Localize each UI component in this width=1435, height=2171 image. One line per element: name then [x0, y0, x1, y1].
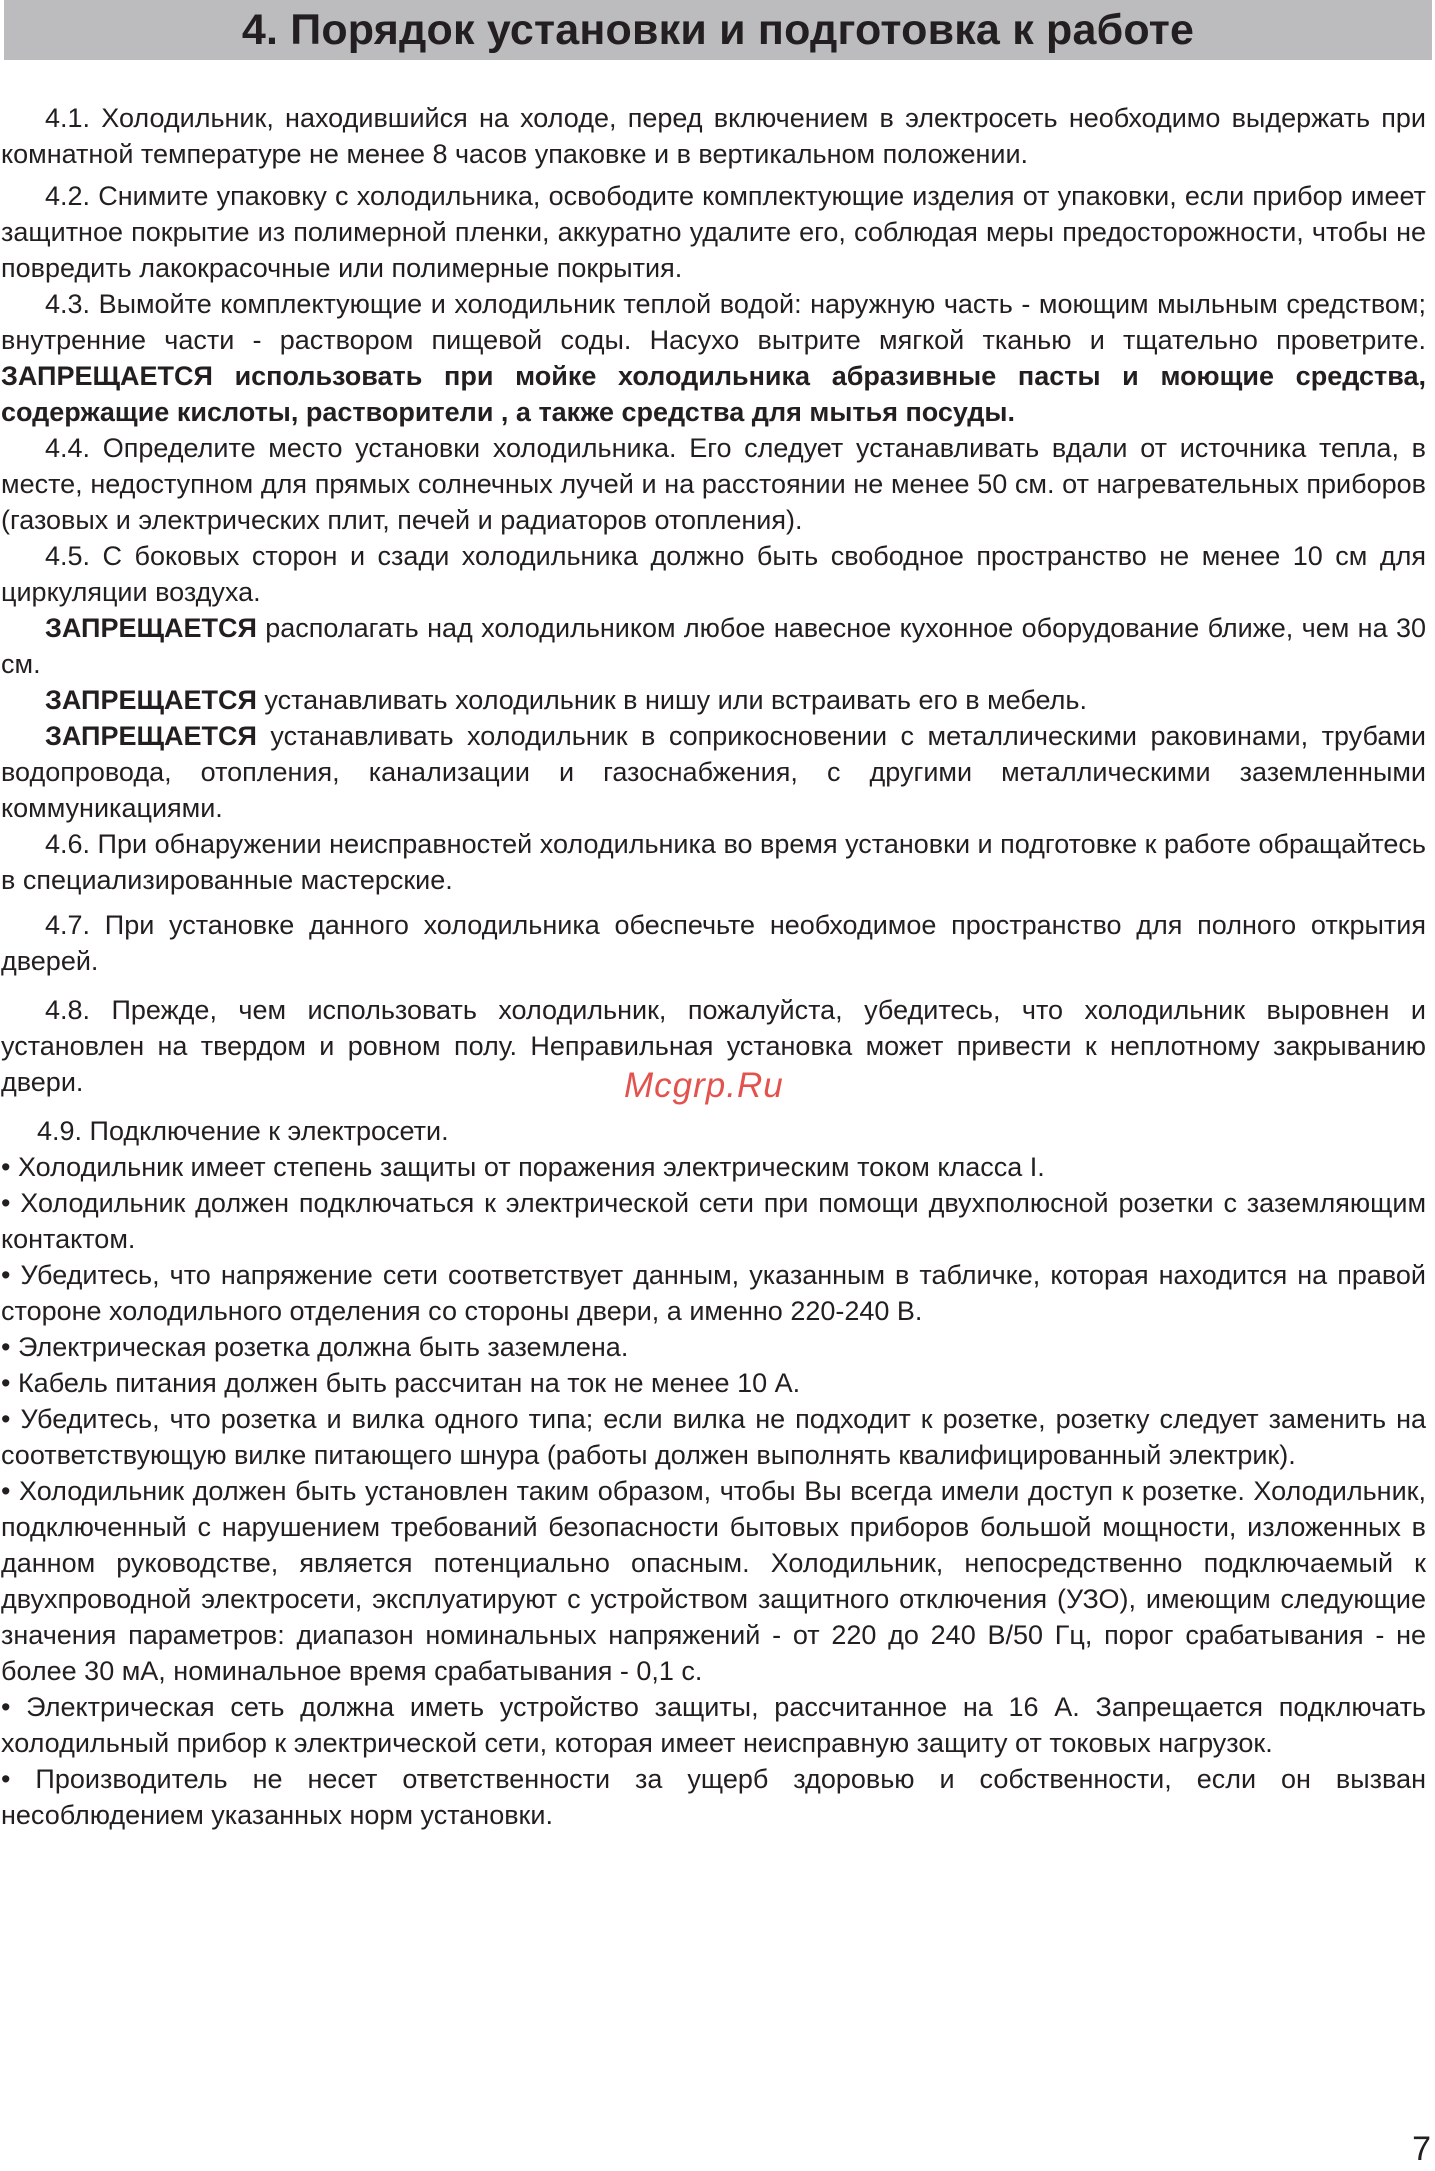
bullet-item: • Убедитесь, что напряжение сети соответствует данным, указанным в табличке, которая находится на правой стороне холодильного отделения со стороны двери, а именно 220-240 В. — [1, 1260, 1426, 1326]
bullet-item: • Холодильник имеет степень защиты от поражения электрическим током класса I. — [1, 1152, 1045, 1182]
paragraph-4-3-text: 4.3. Вымойте комплектующие и холодильник теплой водой: наружную часть - моющим мыльным средством; внутренние части - раствором пищевой соды. Насухо вытрите мягкой тканью и тщательно проветрите. — [1, 289, 1426, 355]
paragraph-4-2: 4.2. Снимите упаковку с холодильника, освободите комплектующие изделия от упаковки, если прибор имеет защитное покрытие из полимерной пленки, аккуратно удалите его, соблюдая меры предосторожности, чтобы не повредить лакокрасочные или полимерные покрытия. — [1, 181, 1426, 283]
section-title: 4. Порядок установки и подготовка к работе — [241, 5, 1195, 54]
section-title-bar — [4, 0, 1432, 60]
bullet-item: • Производитель не несет ответственности за ущерб здоровью и собственности, если он вызван несоблюдением указанных норм установки. — [1, 1764, 1426, 1830]
bullet-item: • Кабель питания должен быть рассчитан на ток не менее 10 А. — [1, 1368, 801, 1398]
forbid-word: ЗАПРЕЩАЕТСЯ — [45, 613, 257, 643]
paragraph-4-9: 4.9. Подключение к электросети. — [37, 1116, 449, 1146]
paragraph-4-8: 4.8. Прежде, чем использовать холодильник, пожалуйста, убедитесь, что холодильник выровнен и установлен на твердом и ровном полу. Неправильная установка может привести к неплотному закрыванию двери. — [1, 995, 1426, 1097]
forbid-item-3 — [1, 718, 1426, 826]
bullet-item: • Электрическая сеть должна иметь устройство защиты, рассчитанное на 16 А. Запрещается подключать холодильный прибор к электрической сети, которая имеет неисправную защиту от токовых нагрузок. — [1, 1692, 1426, 1758]
paragraph-4-5: 4.5. С боковых сторон и сзади холодильника должно быть свободное пространство не менее 10 см для циркуляции воздуха. — [1, 541, 1426, 607]
forbid-word: ЗАПРЕЩАЕТСЯ — [45, 721, 257, 751]
forbid-item-1 — [1, 610, 1426, 682]
watermark: Mcgrp.Ru — [624, 1066, 784, 1105]
bullet-item: • Холодильник должен подключаться к электрической сети при помощи двухполюсной розетки с заземляющим контактом. — [1, 1188, 1426, 1254]
paragraph-4-6: 4.6. При обнаружении неисправностей холодильника во время установки и подготовке к работе обращайтесь в специализированные мастерские. — [1, 829, 1426, 895]
paragraph-4-4: 4.4. Определите место установки холодильника. Его следует устанавливать вдали от источника тепла, в месте, недоступном для прямых солнечных лучей и на расстоянии не менее 50 см. от нагревательных приборов (газовых и электрических плит, печей и радиаторов отопления). — [1, 433, 1426, 535]
forbid-word: ЗАПРЕЩАЕТСЯ — [45, 685, 257, 715]
bullet-item: • Убедитесь, что розетка и вилка одного типа; если вилка не подходит к розетке, розетку следует заменить на соответствующую вилке питающего шнура (работы должен выполнять квалифицированный электрик). — [1, 1404, 1426, 1470]
bullet-item: • Холодильник должен быть установлен таким образом, чтобы Вы всегда имели доступ к розетке. Холодильник, подключенный с нарушением требований безопасности бытовых приборов большой мощности, изложенных в данном руководстве, является потенциально опасным. Холодильник, непосредственно подключаемый к двухпроводной электросети, эксплуатируют с устройством защитного отключения (УЗО), имеющим следующие значения параметров: диапазон номинальных напряжений - от 220 до 240 В/50 Гц, порог срабатывания - не более 30 мА, номинальное время срабатывания - 0,1 с. — [1, 1476, 1426, 1686]
forbid-text-2: устанавливать холодильник в нишу или встраивать его в мебель. — [256, 685, 1087, 715]
page-number: 7 — [1412, 2130, 1431, 2168]
forbid-text-3: устанавливать холодильник в соприкосновении с металлическими раковинами, трубами водопровода, отопления, канализации и газоснабжения, с другими металлическими заземленными коммуникациями. — [1, 721, 1426, 823]
document-body — [1, 100, 1426, 1833]
paragraph-4-3-warning: ЗАПРЕЩАЕТСЯ использовать при мойке холодильника абразивные пасты и моющие средства, содержащие кислоты, растворители , а также средства для мытья посуды. — [1, 361, 1426, 427]
forbid-text-1: располагать над холодильником любое навесное кухонное оборудование ближе, чем на 30 см. — [1, 613, 1426, 679]
paragraph-4-3 — [1, 286, 1426, 430]
forbid-item-2 — [1, 682, 1426, 718]
paragraph-4-7: 4.7. При установке данного холодильника обеспечьте необходимое пространство для полного открытия дверей. — [1, 910, 1426, 976]
paragraph-4-1: 4.1. Холодильник, находившийся на холоде, перед включением в электросеть необходимо выдержать при комнатной температуре не менее 8 часов упаковке и в вертикальном положении. — [1, 103, 1426, 169]
bullet-item: • Электрическая розетка должна быть заземлена. — [1, 1332, 629, 1362]
